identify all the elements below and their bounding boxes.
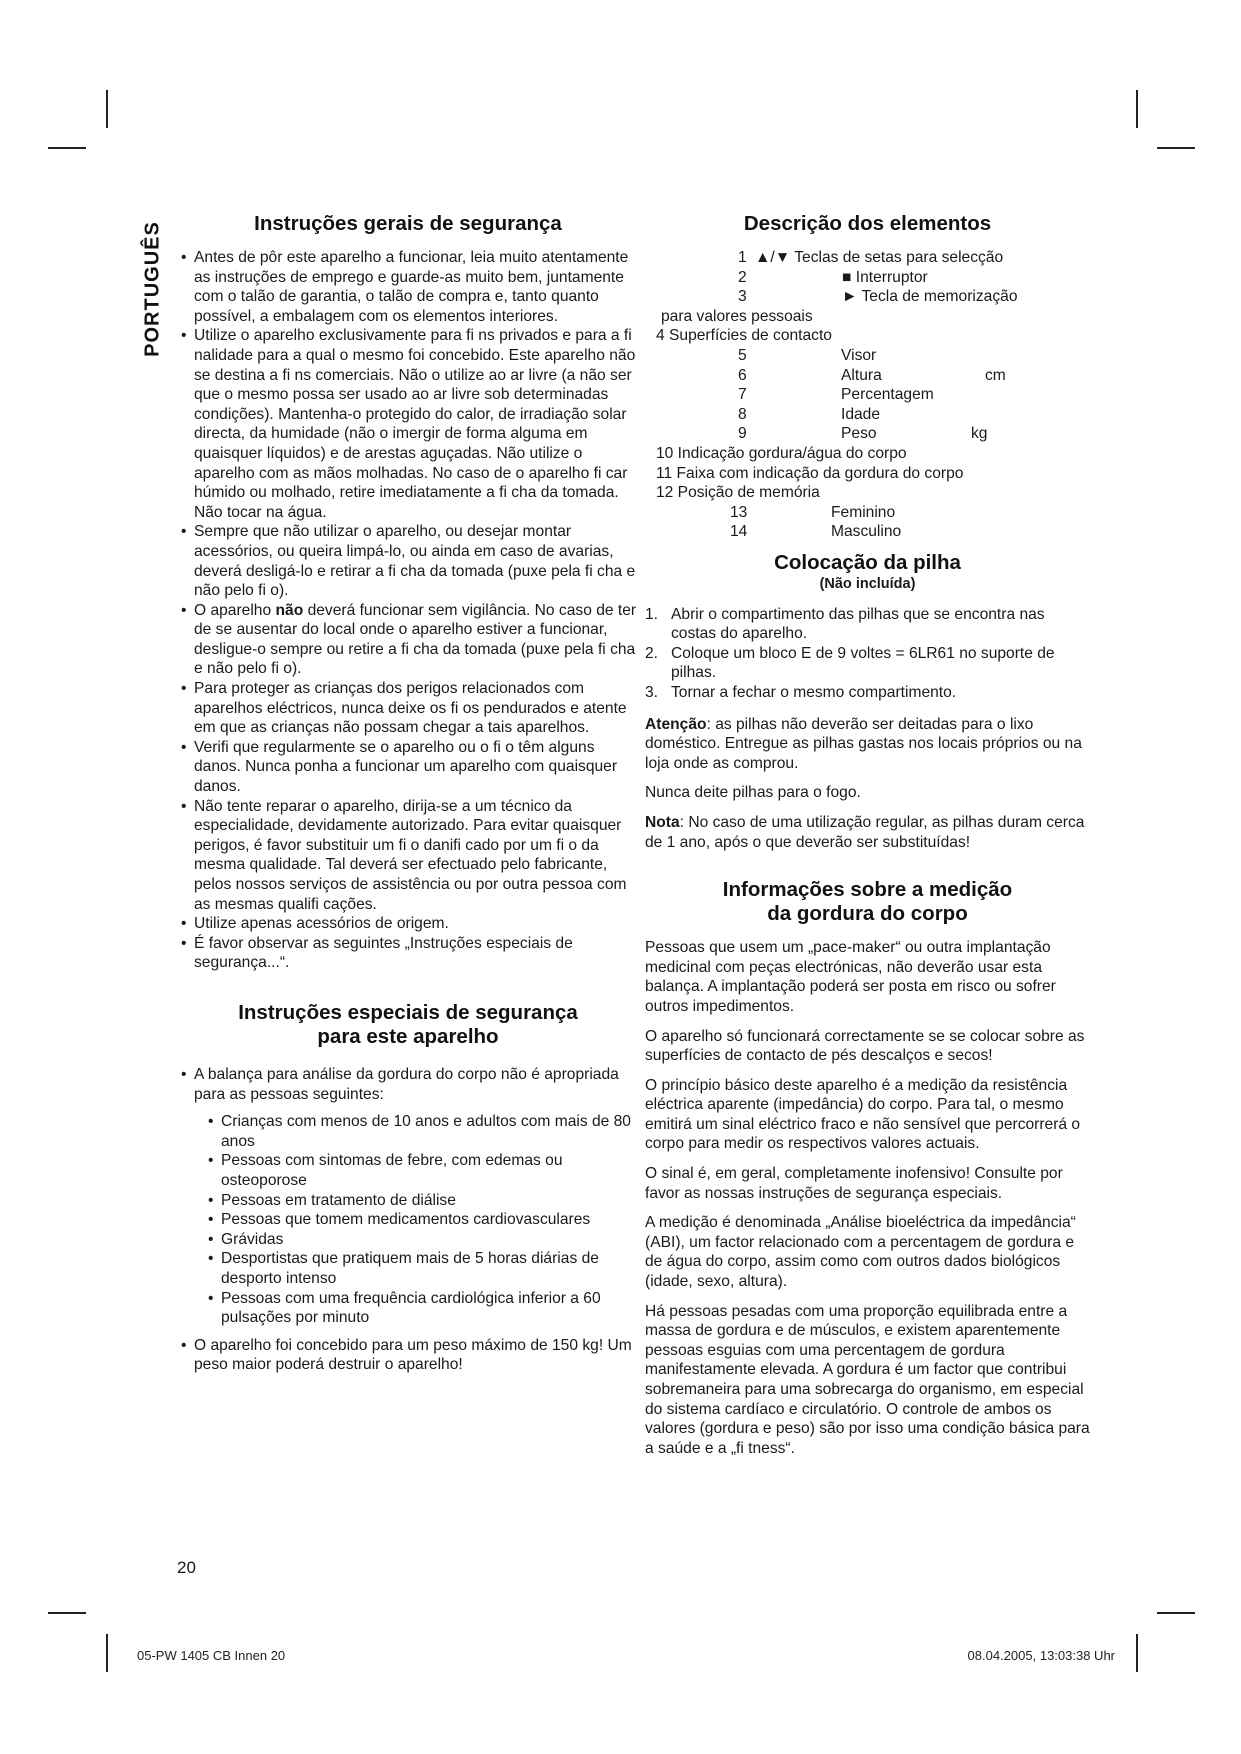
left-column bbox=[177, 212, 639, 1375]
list-item: • Antes de pôr este aparelho a funcionar, leia muito atentamente as instruções de emprego e guarde-as muito bem, juntamente com o talão de garantia, o talão de compra e, tanto quanto possível, a embalagem com os elementos interiores. bbox=[177, 248, 639, 326]
list-item: • Pessoas com sintomas de febre, com edemas ou osteoporose bbox=[204, 1151, 639, 1190]
list-item: • Utilize o aparelho exclusivamente para fi ns privados e para a fi nalidade para a qual o mesmo foi concebido. Este aparelho não se destina a fi ns comerciais. Não o utilize ao ar livre (a não ser que o mesmo possa ser usado ao ar livre sob determinadas condições). Mantenha-o protegido do calor, de irradiação solar directa, da humidade (não o imergir de forma alguma em quaisquer líquidos) e de arestas aguçadas. Não utilize o aparelho com as mãos molhadas. No caso de o aparelho fi car húmido ou molhado, retire imediatamente a fi cha da tomada. Não tocar na água. bbox=[177, 326, 639, 522]
element-label: Altura bbox=[841, 366, 882, 384]
note-label: Nota bbox=[645, 813, 680, 831]
attention-text: : as pilhas não deverão ser deitadas para o lixo doméstico. Entregue as pilhas gastas nos locais próprios ou na loja onde as comprou. bbox=[645, 715, 1082, 772]
element-label: Masculino bbox=[831, 523, 902, 541]
list-item: • Pessoas que tomem medicamentos cardiovasculares bbox=[204, 1210, 639, 1230]
step-text: Abrir o compartimento das pilhas que se encontra nas costas do aparelho. bbox=[671, 605, 1045, 643]
list-item: • Pessoas com uma frequência cardiológica inferior a 60 pulsações por minuto bbox=[204, 1289, 639, 1328]
element-number: 5 bbox=[738, 347, 747, 364]
title-line: para este aparelho bbox=[317, 1024, 499, 1048]
list-item: • Não tente reparar o aparelho, dirija-se a um técnico da especialidade, devidamente autorizado. Para evitar quaisquer perigos, é favor substituir um fi o danifi cado por um fi o da mesma qualidade. Tal deverá ser efectuado pelo fabricante, pelos nossos serviços de assistência ou por outra pessoa com as mesmas qualifi cações. bbox=[177, 797, 639, 915]
list-item bbox=[645, 683, 1090, 703]
emphasis-text: não bbox=[275, 601, 304, 619]
crop-mark bbox=[106, 1634, 108, 1672]
element-number: 14 bbox=[730, 523, 748, 541]
list-item: • Verifi que regularmente se o aparelho ou o fi o têm alguns danos. Nunca ponha a funcionar um aparelho com quaisquer danos. bbox=[177, 738, 639, 797]
battery-subtitle: (Não incluída) bbox=[819, 576, 916, 592]
list-item: • Grávidas bbox=[204, 1230, 639, 1250]
element-number: 3 bbox=[738, 288, 747, 306]
measurement-info-title bbox=[645, 878, 1090, 926]
list-item bbox=[177, 601, 639, 679]
element-label: 12 Posição de memória bbox=[656, 484, 820, 502]
info-paragraph: O princípio básico deste aparelho é a medição da resistência eléctrica aparente (impedância) do corpo. Para tal, o mesmo emitirá um sinal eléctrico fraco e não sensível que percorrerá o corpo para medir os respectivos valores actuais. bbox=[645, 1076, 1081, 1153]
element-label: ► Tecla de memorização bbox=[842, 288, 1018, 306]
element-label: 4 Superfícies de contacto bbox=[656, 327, 832, 345]
info-paragraph: O sinal é, em geral, completamente inofensivo! Consulte por favor as nossas instruções de segurança especiais. bbox=[645, 1165, 1063, 1202]
list-item: • Para proteger as crianças dos perigos relacionados com aparelhos eléctricos, nunca deixe os fi os pendurados e atente em que as crianças não possam chegar a tais aparelhos. bbox=[177, 679, 639, 738]
info-paragraph: Há pessoas pesadas com uma proporção equilibrada entre a massa de gordura e de músculos, e existem aparentemente pessoas esguias com uma percentagem de gordura manifestamente elevada. A gordura é um factor que contribui sobremaneira para uma sobrecarga do organismo, em especial do sistema cardíaco e circulatório. O controle de ambos os valores (gordura e peso) são por isso uma condição básica para a saúde e a „fi tness“. bbox=[645, 1302, 1090, 1457]
crop-mark bbox=[1136, 90, 1138, 128]
step-text: Tornar a fechar o mesmo compartimento. bbox=[671, 683, 957, 701]
element-number: 7 bbox=[738, 386, 747, 404]
list-item: • Desportistas que pratiquem mais de 5 horas diárias de desporto intenso bbox=[204, 1249, 639, 1288]
attention-paragraph bbox=[645, 715, 1090, 774]
right-column bbox=[645, 212, 1090, 1468]
list-item bbox=[645, 605, 1090, 644]
list-item-text: deverá funcionar sem vigilância. No caso de ter de se ausentar do local onde o aparelho estiver a funcionar, desligue-o sempre ou retire a fi cha da tomada (puxe pela fi cha e não pelo fi o). bbox=[194, 601, 637, 678]
element-unit: kg bbox=[971, 425, 988, 443]
excluded-persons-list bbox=[204, 1112, 639, 1328]
element-label: ▲/▼ Teclas de setas para selecção bbox=[755, 249, 1004, 266]
title-line: da gordura do corpo bbox=[767, 902, 968, 926]
note-text: : No caso de uma utilização regular, as pilhas duram cerca de 1 ano, após o que deverão ser substituídas! bbox=[645, 813, 1085, 851]
list-item bbox=[645, 644, 1090, 683]
element-label: para valores pessoais bbox=[661, 307, 813, 325]
step-number: 3. bbox=[645, 683, 659, 701]
crop-mark bbox=[1157, 147, 1195, 149]
fire-warning: Nunca deite pilhas para o fogo. bbox=[645, 784, 861, 802]
page-number: 20 bbox=[177, 1558, 196, 1577]
element-number: 6 bbox=[738, 366, 747, 384]
elements-list bbox=[645, 248, 1090, 541]
element-unit: cm bbox=[985, 366, 1006, 384]
battery-steps bbox=[645, 605, 1090, 703]
list-item-text: O aparelho bbox=[194, 601, 276, 619]
info-paragraph: A medição é denominada „Análise bioeléctrica da impedância“ (ABI), um factor relacionado com a percentagem de gordura e de água do corpo, assim como com outros dados biológicos (idade, sexo, altura). bbox=[645, 1214, 1076, 1291]
element-label: Feminino bbox=[831, 503, 896, 521]
crop-mark bbox=[48, 1612, 86, 1614]
crop-mark bbox=[106, 90, 108, 128]
list-item-text: A balança para análise da gordura do corpo não é apropriada para as pessoas seguintes: bbox=[194, 1065, 619, 1103]
crop-mark bbox=[48, 147, 86, 149]
list-item: • Utilize apenas acessórios de origem. bbox=[177, 914, 639, 934]
list-item: • Sempre que não utilizar o aparelho, ou desejar montar acessórios, ou queira limpá-lo, ou ainda em caso de avarias, deverá desligá-lo e retirar a fi cha da tomada (puxe pela fi cha e não pelo fi o). bbox=[177, 522, 639, 600]
list-item: • O aparelho foi concebido para um peso máximo de 150 kg! Um peso maior poderá destruir o aparelho! bbox=[177, 1336, 639, 1375]
list-item: • Crianças com menos de 10 anos e adultos com mais de 80 anos bbox=[204, 1112, 639, 1151]
element-label: 10 Indicação gordura/água do corpo bbox=[656, 445, 907, 462]
crop-mark bbox=[1136, 1634, 1138, 1672]
title-line: Informações sobre a medição bbox=[722, 878, 1013, 902]
battery-title: Colocação da pilha bbox=[774, 551, 961, 574]
element-number: 2 bbox=[738, 268, 747, 286]
step-text: Coloque um bloco E de 9 voltes = 6LR61 no suporte de pilhas. bbox=[671, 644, 1055, 682]
general-safety-list bbox=[177, 248, 639, 973]
language-sidebar bbox=[138, 214, 168, 364]
list-item bbox=[177, 1065, 639, 1328]
special-safety-title bbox=[177, 1001, 639, 1049]
step-number: 1. bbox=[645, 605, 659, 623]
element-number: 1 bbox=[738, 249, 747, 266]
info-paragraph: Pessoas que usem um „pace-maker“ ou outra implantação medicinal com peças electrónicas, não deverão usar esta balança. A implantação poderá ser posta em risco ou sofrer outros impedimentos. bbox=[645, 939, 1056, 1015]
element-label: Percentagem bbox=[841, 386, 934, 404]
title-line: Instruções especiais de segurança bbox=[238, 1000, 578, 1024]
elements-title: Descrição dos elementos bbox=[743, 212, 992, 235]
special-safety-list bbox=[177, 1065, 639, 1375]
element-label: Idade bbox=[841, 405, 881, 423]
language-label: PORTUGUÊS bbox=[141, 221, 164, 357]
step-number: 2. bbox=[645, 644, 659, 662]
footer-right: 08.04.2005, 13:03:38 Uhr bbox=[967, 1648, 1115, 1663]
element-number: 8 bbox=[738, 405, 747, 423]
attention-label: Atenção bbox=[645, 715, 707, 733]
crop-mark bbox=[1157, 1612, 1195, 1614]
list-item: • Pessoas em tratamento de diálise bbox=[204, 1191, 639, 1211]
element-label: Visor bbox=[841, 347, 877, 364]
element-label: 11 Faixa com indicação da gordura do corpo bbox=[656, 464, 964, 482]
list-item: • É favor observar as seguintes „Instruções especiais de segurança...“. bbox=[177, 934, 639, 973]
info-paragraph: O aparelho só funcionará correctamente se se colocar sobre as superfícies de contacto de pés descalços e secos! bbox=[645, 1027, 1085, 1065]
element-number: 13 bbox=[730, 503, 748, 521]
general-safety-title: Instruções gerais de segurança bbox=[254, 212, 562, 235]
element-label: ■ Interruptor bbox=[842, 268, 928, 286]
footer-left: 05-PW 1405 CB Innen 20 bbox=[137, 1648, 286, 1663]
element-label: Peso bbox=[841, 425, 877, 443]
element-number: 9 bbox=[738, 425, 747, 443]
note-paragraph bbox=[645, 813, 1090, 852]
spacer bbox=[177, 973, 639, 1001]
